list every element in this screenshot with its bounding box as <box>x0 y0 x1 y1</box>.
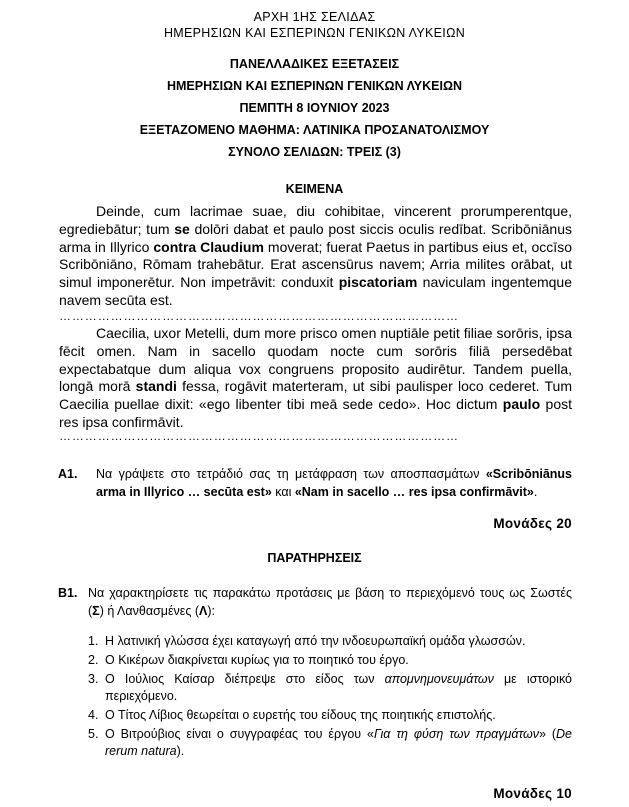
statement-number: 3. <box>88 672 99 686</box>
passage-bold-word: se <box>174 220 190 237</box>
passage-bold-word: piscatoriam <box>338 274 418 291</box>
statement-text: » ( <box>539 727 557 741</box>
a1-marks: Μονάδες 20 <box>493 516 572 531</box>
true-mark-letter: Σ <box>92 604 100 618</box>
question-b1-label: B1. <box>58 586 78 600</box>
exam-subject: ΕΞΕΤΑΖΟΜΕΝΟ ΜΑΘΗΜΑ: ΛΑΤΙΝΙΚΑ ΠΡΟΣΑΝΑΤΟΛΙΣΜΟΥ <box>139 123 490 137</box>
passage-text: Deinde, cum lacrimae suae, diu cohibitae, vincerent prorumperentque, egrediebātur; tum <box>59 203 572 237</box>
statement-text: Ο Βιτρούβιος είναι ο συγγραφέας του έργου « <box>105 727 374 741</box>
passage-text: fessa, rogāvit materteram, ut sibi paulisper loco cederet. Tum Caecilia puellae dixit: «ego libenter tibi meā sede cedo». Hoc dictum <box>59 378 572 413</box>
exam-date: ΠΕΜΠΤΗ 8 ΙΟΥΝΙΟΥ 2023 <box>239 101 390 115</box>
passage-text: Caecilia, uxor Metelli, dum more prisco omen nuptiāle petit filiae sorōris, ipsa fēcit omen. Nam in sacello quodam nocte cum sorōris filiā persedēbat expectabatque dum aliqua vox congruens proposito audirētur. Tandem puella, longā morā <box>59 325 572 395</box>
question-text: ): <box>207 604 216 618</box>
statement-text: Ο Τίτος Λίβιος θεωρείται ο ευρετής του είδους της ποιητικής επιστολής. <box>105 708 496 722</box>
question-text: Να χαρακτηρίσετε τις παρακάτω προτάσεις με βάση το περιεχόμενό τους ως Σωστές ( <box>88 586 572 618</box>
statement-italic-term: απομνημονευμάτων <box>384 672 494 686</box>
separator-dots-1: ………………………………………………………………………………… <box>59 309 459 323</box>
statement-text: ). <box>176 744 185 758</box>
question-text: και <box>271 485 295 499</box>
statement-number: 5. <box>88 727 99 741</box>
statement-italic-term: Για τη φύση των πραγμάτων <box>373 727 539 741</box>
passage-bold-word: contra Claudium <box>153 238 264 255</box>
statement-number: 1. <box>88 634 99 648</box>
b1-marks: Μονάδες 10 <box>493 786 572 801</box>
question-a1-label: A1. <box>58 467 78 481</box>
exam-title-schools: ΗΜΕΡΗΣΙΩΝ ΚΑΙ ΕΣΠΕΡΙΝΩΝ ΓΕΝΙΚΩΝ ΛΥΚΕΙΩΝ <box>166 79 463 93</box>
passage-bold-word: paulo <box>502 396 541 413</box>
passage-text: moverat; fuerat Paetus in partibus eius et, occīso Scribōniāno, Rōmam trahebātur. Erat ascensūrus navem; Arria milites orābat, ut simul imponerētur. Non impetrāvit: conduxit <box>59 238 572 291</box>
remarks-heading: ΠΑΡΑΤΗΡΗΣΕΙΣ <box>267 551 362 565</box>
passage-text: naviculam ingentemque navem secūta est. <box>59 274 572 308</box>
statement-item <box>88 707 572 724</box>
statement-text: Η λατινική γλώσσα έχει καταγωγή από την ινδοευρωπαϊκή ομάδα γλωσσών. <box>105 634 526 648</box>
latin-passage-1 <box>59 203 572 310</box>
question-b1-intro <box>88 584 572 620</box>
passage-text: post res ipsa confirmāvit. <box>59 396 572 430</box>
passage-bold-word: standi <box>135 378 177 395</box>
false-mark-letter: Λ <box>199 604 208 618</box>
page-header-line1: ΑΡΧΗ 1ΗΣ ΣΕΛΙΔΑΣ <box>253 10 376 24</box>
separator-dots-2: ………………………………………………………………………………… <box>59 429 459 443</box>
statement-number: 4. <box>88 708 99 722</box>
statement-text: με ιστορικό περιεχόμενο. <box>105 672 572 703</box>
statement-item <box>88 652 572 669</box>
question-text: ) ή Λανθασμένες ( <box>99 604 200 618</box>
texts-heading: ΚΕΙΜΕΝΑ <box>285 182 344 196</box>
question-text: . <box>533 485 538 499</box>
statements-list <box>88 633 572 762</box>
page-header <box>0 9 629 41</box>
statement-item <box>88 633 572 650</box>
statement-text: Ο Ιούλιος Καίσαρ διέπρεψε στο είδος των <box>105 672 385 686</box>
question-text: Να γράψετε στο τετράδιό σας τη μετάφραση των αποσπασμάτων <box>96 467 486 481</box>
statement-number: 2. <box>88 653 99 667</box>
exam-title-block <box>0 53 629 163</box>
statement-item <box>88 726 572 760</box>
statement-italic-term: De rerum natura <box>105 727 572 758</box>
statement-item <box>88 671 572 705</box>
question-bold-excerpt: «Nam in sacello … res ipsa confirmāvit» <box>294 485 534 499</box>
exam-page-count: ΣΥΝΟΛΟ ΣΕΛΙΔΩΝ: ΤΡΕΙΣ (3) <box>228 145 401 159</box>
page-header-line2: ΗΜΕΡΗΣΙΩΝ ΚΑΙ ΕΣΠΕΡΙΝΩΝ ΓΕΝΙΚΩΝ ΛΥΚΕΙΩΝ <box>163 26 466 40</box>
question-bold-excerpt: «Scribōniānus arma in Illyrico … secūta est» <box>96 467 572 499</box>
passage-text: dolōri dabat et paulo post siccis oculis redībat. Scribōniānus arma in Illyrico <box>59 220 572 255</box>
latin-passage-2 <box>59 325 572 432</box>
question-a1-text <box>96 465 572 501</box>
statement-text: Ο Κικέρων διακρίνεται κυρίως για το ποιητικό του έργο. <box>105 653 409 667</box>
exam-title: ΠΑΝΕΛΛΑΔΙΚΕΣ ΕΞΕΤΑΣΕΙΣ <box>229 57 400 71</box>
